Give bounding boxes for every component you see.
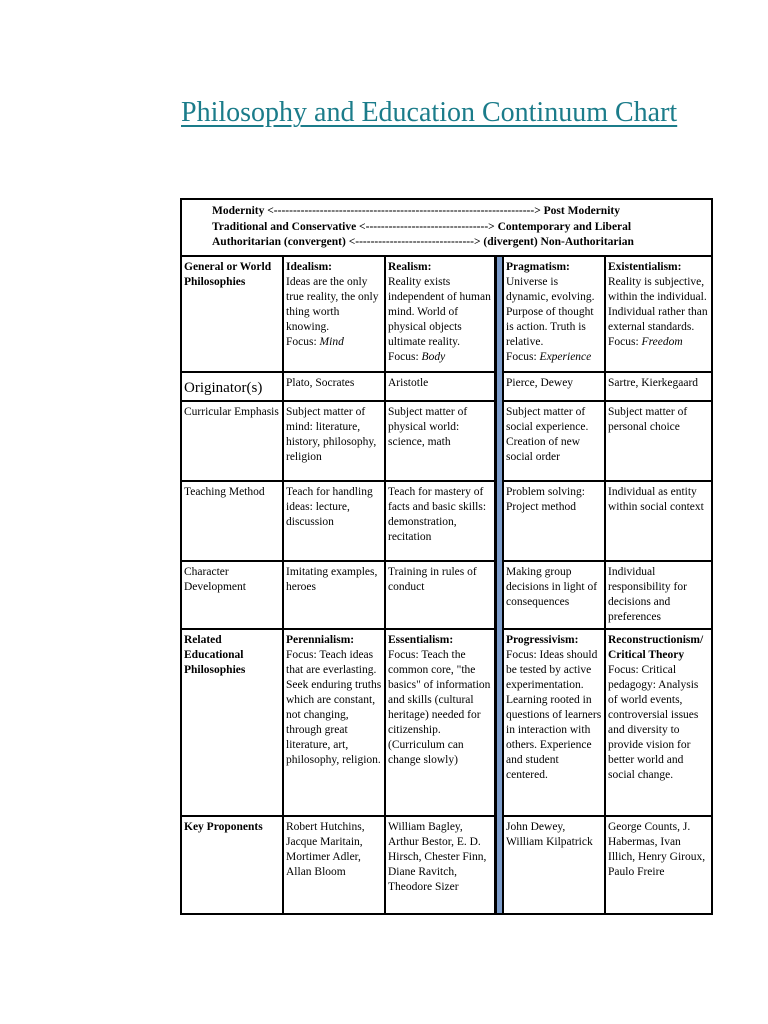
focus-value: Freedom xyxy=(641,335,683,348)
cell-pragmatism: Making group decisions in light of consequences xyxy=(504,562,606,630)
focus-label: Focus: xyxy=(506,350,537,363)
cell-pragmatism: Problem solving: Project method xyxy=(504,482,606,562)
continuum-header-row xyxy=(182,200,713,257)
cell-pragmatism: Pierce, Dewey xyxy=(504,373,606,402)
row-label: Character Development xyxy=(182,562,284,630)
focus-label: Focus: xyxy=(388,350,419,363)
header-line-modernity: Modernity <--------------------------------------------------------------------> Post Modernity xyxy=(212,205,620,217)
continuum-header xyxy=(182,200,713,257)
cell-existentialism xyxy=(606,257,713,373)
related-philosophy-name: Essentialism: xyxy=(388,633,454,646)
continuum-chart xyxy=(180,198,713,915)
philosophy-name: Realism: xyxy=(388,260,432,273)
related-philosophy-desc: Focus: Teach the common core, "the basics" of information and skills (cultural heritage) needed for citizenship. (Curriculum can change slowly) xyxy=(388,648,491,766)
cell-pragmatism xyxy=(504,630,606,817)
cell-existentialism xyxy=(606,630,713,817)
related-philosophy-name: Progressivism: xyxy=(506,633,579,646)
table-row xyxy=(182,257,713,373)
table-row xyxy=(182,373,713,402)
header-line-authoritarian: Authoritarian (convergent) <-------------------------------> (divergent) Non-Authoritarian xyxy=(212,236,634,248)
cell-pragmatism: Subject matter of social experience. Creation of new social order xyxy=(504,402,606,482)
related-philosophy-desc: Focus: Critical pedagogy: Analysis of world events, controversial issues and diversity to provide vision for better world and social change. xyxy=(608,663,699,781)
philosophy-focus xyxy=(608,335,709,350)
cell-idealism xyxy=(284,257,386,373)
row-label: Curricular Emphasis xyxy=(182,402,284,482)
cell-pragmatism xyxy=(504,257,606,373)
table-row xyxy=(182,562,713,630)
cell-existentialism: Individual responsibility for decisions and preferences xyxy=(606,562,713,630)
philosophy-desc: Ideas are the only true reality, the only thing worth knowing. xyxy=(286,275,379,333)
cell-realism xyxy=(386,630,496,817)
cell-idealism: Teach for handling ideas: lecture, discussion xyxy=(284,482,386,562)
focus-value: Body xyxy=(421,350,446,363)
philosophy-focus xyxy=(506,350,602,365)
cell-realism: Training in rules of conduct xyxy=(386,562,496,630)
philosophy-desc: Reality is subjective, within the individual. Individual rather than external standards. xyxy=(608,275,708,333)
cell-realism xyxy=(386,257,496,373)
related-philosophy-desc: Focus: Ideas should be tested by active experimentation. Learning rooted in questions of learners in interaction with others. Experience and student centered. xyxy=(506,648,602,781)
cell-realism: Teach for mastery of facts and basic skills: demonstration, recitation xyxy=(386,482,496,562)
row-label: Teaching Method xyxy=(182,482,284,562)
cell-realism: William Bagley, Arthur Bestor, E. D. Hirsch, Chester Finn, Diane Ravitch, Theodore Sizer xyxy=(386,817,496,915)
table-row xyxy=(182,630,713,817)
row-label: Related Educational Philosophies xyxy=(182,630,284,817)
row-label: Originator(s) xyxy=(182,373,284,402)
focus-value: Mind xyxy=(319,335,344,348)
divider-column xyxy=(496,257,504,915)
cell-existentialism: Sartre, Kierkegaard xyxy=(606,373,713,402)
philosophy-desc: Universe is dynamic, evolving. Purpose of thought is action. Truth is relative. xyxy=(506,275,595,348)
related-philosophy-name: Perennialism: xyxy=(286,633,355,646)
philosophy-name: Pragmatism: xyxy=(506,260,570,273)
cell-idealism: Imitating examples, heroes xyxy=(284,562,386,630)
cell-idealism: Robert Hutchins, Jacque Maritain, Mortimer Adler, Allan Bloom xyxy=(284,817,386,915)
header-line-traditional: Traditional and Conservative <--------------------------------> Contemporary and Liberal xyxy=(212,220,632,233)
cell-idealism xyxy=(284,630,386,817)
focus-label: Focus: xyxy=(286,335,317,348)
philosophy-focus xyxy=(388,350,492,365)
cell-pragmatism: John Dewey, William Kilpatrick xyxy=(504,817,606,915)
table-row xyxy=(182,482,713,562)
related-philosophy-desc: Focus: Teach ideas that are everlasting. Seek enduring truths which are constant, not changing, through great literature, art, philosophy, religion. xyxy=(286,648,382,766)
table-row xyxy=(182,402,713,482)
cell-existentialism: Subject matter of personal choice xyxy=(606,402,713,482)
cell-realism: Aristotle xyxy=(386,373,496,402)
philosophy-desc: Reality exists independent of human mind. World of physical objects ultimate reality. xyxy=(388,275,491,348)
focus-value: Experience xyxy=(539,350,592,363)
table-row xyxy=(182,817,713,915)
philosophy-focus xyxy=(286,335,382,350)
philosophy-name: Existentialism: xyxy=(608,260,682,273)
row-label: General or World Philosophies xyxy=(182,257,284,373)
cell-realism: Subject matter of physical world: science, math xyxy=(386,402,496,482)
related-philosophy-name: Reconstructionism/ Critical Theory xyxy=(608,633,704,661)
row-label: Key Proponents xyxy=(182,817,284,915)
cell-idealism: Plato, Socrates xyxy=(284,373,386,402)
cell-existentialism: George Counts, J. Habermas, Ivan Illich, Henry Giroux, Paulo Freire xyxy=(606,817,713,915)
cell-idealism: Subject matter of mind: literature, history, philosophy, religion xyxy=(284,402,386,482)
cell-existentialism: Individual as entity within social context xyxy=(606,482,713,562)
philosophy-name: Idealism: xyxy=(286,260,332,273)
focus-label: Focus: xyxy=(608,335,639,348)
page-title: Philosophy and Education Continuum Chart xyxy=(181,97,678,128)
